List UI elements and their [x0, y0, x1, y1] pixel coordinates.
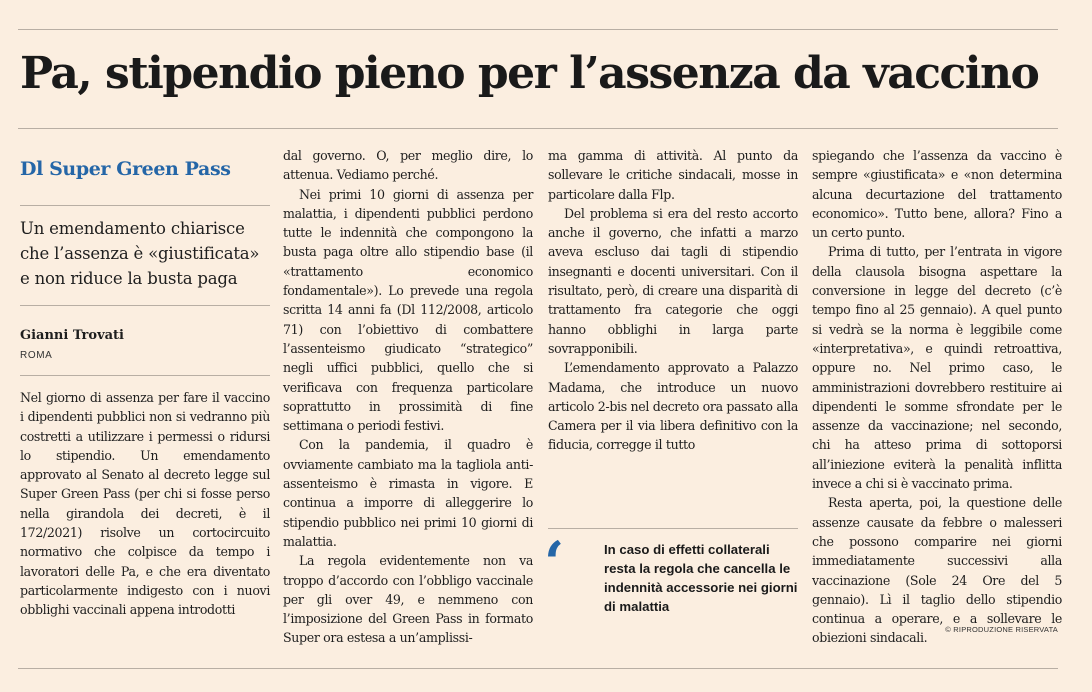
text-column-4 — [812, 146, 1062, 648]
top-rule — [18, 29, 1058, 30]
paragraph: L’emendamento approvato a Palazzo Madama, che introduce un nuovo articolo 2-bis nel decreto ora passato alla Camera per il via libera definitivo con la fiducia, corregge il tutto — [548, 360, 798, 453]
quote-mark-icon: ‘ — [544, 529, 565, 597]
author-byline: Gianni Trovati — [20, 328, 124, 343]
paragraph: La regola evidentemente non va troppo d’accordo con l’obbligo vaccinale per gli over 49, e nemmeno con l’imposizione del Green Pass in formato Super ora estesa a un’amplissi- — [283, 553, 533, 646]
pull-quote: In caso di effetti collaterali resta la regola che cancella le indennità accessorie nei giorni di malattia — [604, 542, 798, 614]
pull-quote-rule — [548, 528, 798, 529]
article-sidebar — [20, 150, 270, 376]
paragraph: ma gamma di attività. Al punto da sollevare le critiche sindacali, mosse in particolare dalla Flp. — [548, 148, 798, 202]
divider — [20, 205, 270, 206]
paragraph: Nei primi 10 giorni di assenza per malattia, i dipendenti pubblici perdono tutte le indennità che compongono la busta paga oltre allo stipendio base (il «trattamento economico fondamentale»). Lo prevede una regola scritta 14 anni fa (Dl 112/2008, articolo 71) con l’obiettivo di combattere l’assenteismo giudicato “strategico” negli uffici pubblici, quello che si verificava con frequenza particolare soprattutto in prossimità di fine settimana o periodi festivi. — [283, 186, 533, 434]
section-label: Dl Super Green Pass — [20, 158, 231, 180]
headline: Pa, stipendio pieno per l’assenza da vaccino — [20, 48, 1039, 99]
text-column-3 — [548, 146, 798, 455]
subtitle: Un emendamento chiarisce che l’assenza è «giustificata» e non riduce la busta paga — [20, 219, 260, 288]
divider — [20, 375, 270, 376]
dateline-city: ROMA — [20, 350, 53, 361]
text-column-2 — [283, 146, 533, 648]
copyright-notice: © RIPRODUZIONE RISERVATA — [945, 625, 1058, 634]
paragraph: Prima di tutto, per l’entrata in vigore della clausola bisogna aspettare la conversione in legge del decreto (c’è tempo fino al 25 gennaio). A quel punto si vedrà se la norma è leggibile come «interpretativa», e quindi retroattiva, oppure no. Nel primo caso, le amministrazioni dovrebbero restituire ai dipendenti le somme sfrondate per le assenze da vaccinazione; nel secondo, chi ha atteso prima di sottoporsi all’iniezione eviterà la penalità inflitta invece a chi si è vaccinato prima. — [812, 244, 1062, 492]
paragraph: Resta aperta, poi, la questione delle assenze causate da febbre o malesseri che possono comparire nei giorni immediatamente successivi alla vaccinazione (Sole 24 Ore del 5 gennaio). Lì il taglio dello stipendio continua a operare, e a sollevare le obiezioni sindacali. — [812, 495, 1062, 646]
paragraph: dal governo. O, per meglio dire, lo attenua. Vediamo perché. — [283, 148, 533, 183]
headline-rule — [18, 128, 1058, 129]
paragraph: Nel giorno di assenza per fare il vaccino i dipendenti pubblici non si vedranno più costretti a utilizzare i permessi o ridursi lo stipendio. Un emendamento approvato al Senato al decreto legge sul Super Green Pass (per chi si fosse perso nella girandola dei decreti, è il 172/2021) risolve un cortocircuito normativo che colpisce da tempo i lavoratori delle Pa, e che era diventato particolarmente indigesto con i nuovi obblighi vaccinali appena introdotti — [20, 390, 270, 618]
paragraph: Del problema si era del resto accorto anche il governo, che infatti a marzo aveva escluso dai tagli di stipendio insegnanti e docenti universitari. Con il risultato, però, di creare una disparità di trattamento fra categorie che oggi hanno obblighi in larga parte sovrapponibili. — [548, 205, 798, 356]
paragraph: spiegando che l’assenza da vaccino è sempre «giustificata» e «non determina alcuna decurtazione del trattamento economico». Tutto bene, allora? Fino a un certo punto. — [812, 148, 1062, 241]
divider — [20, 305, 270, 306]
text-column-1 — [20, 388, 270, 620]
bottom-rule — [18, 668, 1058, 669]
paragraph: Con la pandemia, il quadro è ovviamente cambiato ma la tagliola anti-assenteismo è rimasta in vigore. E continua a imporre di alleggerire lo stipendio pubblico nei primi 10 giorni di malattia. — [283, 437, 533, 549]
